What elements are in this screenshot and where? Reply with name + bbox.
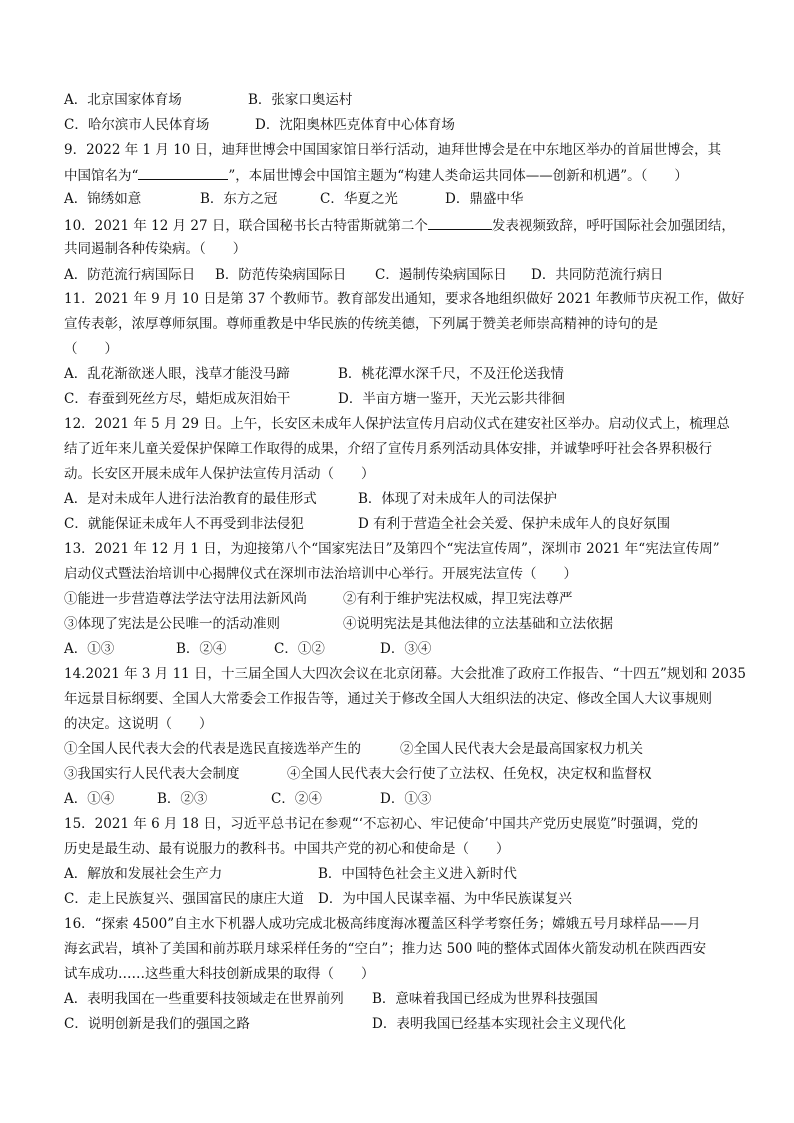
question-9-stem-cont: 中国馆名为“ ”，本届世博会中国馆主题为“构建人类命运共同体——创新和机遇”。（ ）	[64, 165, 688, 185]
statement-3: ③体现了宪法是公民唯一的活动准则	[64, 616, 280, 632]
option-d: D．共同防范流行病日	[531, 267, 664, 283]
question-12-stem-end: 动。长安区开展未成年人保护法宣传月活动（ ）	[64, 466, 375, 482]
option-d: D 有利于营造全社会关爱、保护未成年人的良好氛围	[358, 516, 671, 532]
question-16-stem-end: 试车成功……这些重大科技创新成果的取得（ ）	[64, 966, 375, 982]
question-14-stem-cont: 年远景目标纲要、全国人大常委会工作报告等，通过关于修改全国人大组织法的决定、修改全国人大议事规则	[64, 691, 712, 707]
option-b: B．中国特色社会主义进入新时代	[318, 866, 517, 882]
option-c: C．走上民族复兴、强国富民的康庄大道	[64, 891, 304, 907]
option-a: A．乱花渐欲迷人眼，浅草才能没马蹄	[64, 366, 290, 382]
option-d: D．①③	[380, 791, 432, 807]
option-c: C．华夏之光	[320, 191, 398, 207]
question-15-stem-cont: 历史是最生动、最有说服力的教科书。中国共产党的初心和使命是（ ）	[64, 841, 510, 857]
question-13-stem-cont: 启动仪式暨法治培训中心揭牌仪式在深圳市法治培训中心举行。开展宪法宣传（ ）	[64, 566, 577, 582]
option-d: D．鼎盛中华	[445, 191, 524, 207]
statement-2: ②全国人民代表大会是最高国家权力机关	[400, 741, 643, 757]
option-d: D．沈阳奥林匹克体育中心体育场	[255, 117, 455, 133]
question-15-stem: 15．2021 年 6 月 18 日，习近平总书记在参观“‘不忘初心、牢记使命’中国共产党历史展览”时强调，党的	[64, 816, 699, 832]
statement-1: ①能进一步营造尊法学法守法用法新风尚	[64, 591, 307, 607]
option-c: C．遏制传染病国际日	[375, 267, 507, 283]
option-a: A．防范流行病国际日	[64, 267, 196, 283]
option-a: A．北京国家体育场	[64, 92, 182, 108]
statement-4: ④全国人民代表大会行使了立法权、任免权，决定权和监督权	[287, 766, 652, 782]
option-b: B．桃花潭水深千尺，不及汪伦送我情	[338, 366, 564, 382]
option-c: C．春蚕到死丝方尽，蜡炬成灰泪始干	[64, 391, 291, 407]
option-a: A．解放和发展社会生产力	[64, 866, 223, 882]
option-b: B．张家口奥运村	[248, 92, 353, 108]
question-9-stem: 9．2022 年 1 月 10 日，迪拜世博会中国国家馆日举行活动，迪拜世博会是在中东地区举办的首届世博会，其	[64, 142, 722, 158]
option-a: A．①③	[64, 641, 115, 657]
answer-blank	[428, 215, 492, 230]
option-c: C．②④	[271, 791, 322, 807]
option-c: C．①②	[274, 641, 325, 657]
question-16-stem: 16．“探索 4500”自主水下机器人成功完成北极高纬度海冰覆盖区科学考察任务；嫦娥五号月球样品——月	[64, 916, 701, 932]
question-11-stem: 11．2021 年 9 月 10 日是第 37 个教师节。教育部发出通知，要求各地组织做好 2021 年教师节庆祝工作，做好	[64, 291, 745, 307]
option-b: B．②④	[176, 641, 227, 657]
statement-1: ①全国人民代表大会的代表是选民直接选举产生的	[64, 741, 361, 757]
statement-3: ③我国实行人民代表大会制度	[64, 766, 240, 782]
question-14-stem: 14.2021 年 3 月 11 日，十三届全国人大四次会议在北京闭幕。大会批准了政府工作报告、“十四五”规划和 2035	[64, 666, 746, 682]
question-16-stem-cont: 海玄武岩，填补了美国和前苏联月球采样任务的“空白”；推力达 500 吨的整体式固体火箭发动机在陕西西安	[64, 941, 707, 957]
option-b: B．体现了对未成年人的司法保护	[358, 491, 557, 507]
question-12-stem-cont: 结了近年来儿童关爱保护保障工作取得的成果，介绍了宣传月系列活动具体安排，并诚挚呼吁社会各界积极行	[64, 441, 712, 457]
question-14-stem-end: 的决定。这说明（ ）	[64, 716, 213, 732]
statement-4: ④说明宪法是其他法律的立法基础和立法依据	[343, 616, 613, 632]
statement-2: ②有利于维护宪法权威，捍卫宪法尊严	[343, 591, 573, 607]
option-b: B．②③	[157, 791, 208, 807]
option-a: A．表明我国在一些重要科技领域走在世界前列	[64, 991, 344, 1007]
option-d: D．为中国人民谋幸福、为中华民族谋复兴	[318, 891, 572, 907]
question-10-stem-cont: 共同遏制各种传染病。（ ）	[64, 241, 247, 257]
option-b: B．意味着我国已经成为世界科技强国	[372, 991, 598, 1007]
option-c: C．哈尔滨市人民体育场	[64, 117, 210, 133]
option-a: A．是对未成年人进行法治教育的最佳形式	[64, 491, 317, 507]
option-b: B．防范传染病国际日	[215, 267, 347, 283]
option-b: B．东方之冠	[200, 191, 278, 207]
option-c: C．说明创新是我们的强国之路	[64, 1016, 250, 1032]
option-a: A．锦绣如意	[64, 191, 142, 207]
question-11-stem-cont: 宣传表彰，浓厚尊师氛围。尊师重教是中华民族的传统美德，下列属于赞美老师崇高精神的诗句的是	[64, 316, 658, 332]
option-d: D．表明我国已经基本实现社会主义现代化	[372, 1016, 626, 1032]
option-d: D．半亩方塘一鉴开，天光云影共徘徊	[338, 391, 565, 407]
question-11-paren: （ ）	[64, 341, 118, 357]
question-13-stem: 13．2021 年 12 月 1 日，为迎接第八个“国家宪法日”及第四个“宪法宣传周”，深圳市 2021 年“宪法宣传周”	[64, 541, 720, 557]
option-d: D．③④	[380, 641, 432, 657]
question-12-stem: 12．2021 年 5 月 29 日。上午，长安区未成年人保护法宣传月启动仪式在建安社区举办。启动仪式上，梳理总	[64, 416, 730, 432]
option-c: C．就能保证未成年人不再受到非法侵犯	[64, 516, 304, 532]
option-a: A．①④	[64, 791, 115, 807]
question-10-stem: 10．2021 年 12 月 27 日，联合国秘书长古特雷斯就第二个 发表视频致辞，呼吁国际社会加强团结，	[64, 215, 735, 235]
answer-blank	[138, 165, 228, 180]
